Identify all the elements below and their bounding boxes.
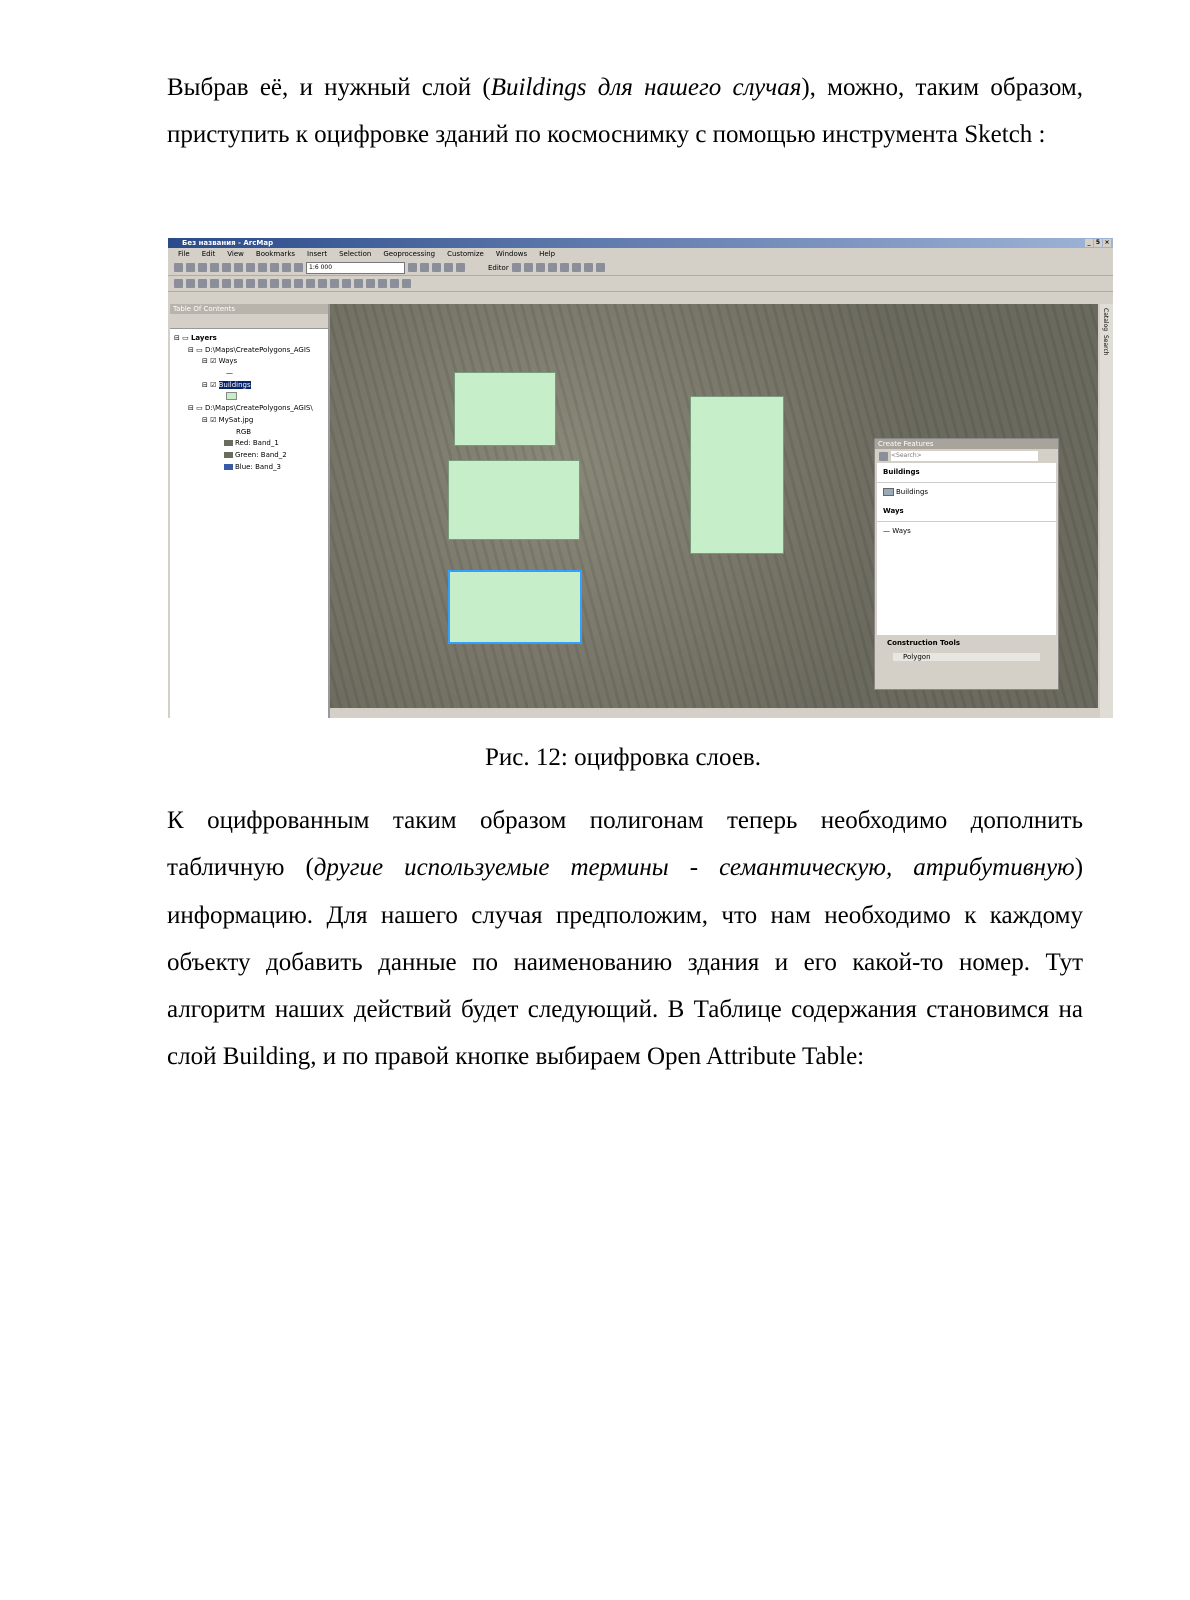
menu-bookmarks[interactable]: Bookmarks xyxy=(255,250,296,258)
search-icon[interactable] xyxy=(444,263,453,272)
create-features-icon[interactable] xyxy=(596,263,605,272)
paste-icon[interactable] xyxy=(246,263,255,272)
paragraph-attributes xyxy=(167,797,1083,1081)
construction-tools-header: Construction Tools xyxy=(887,639,961,647)
text: Выбрав её, и нужный слой ( xyxy=(167,74,491,101)
template-label: Ways xyxy=(892,527,911,535)
menu-bar xyxy=(168,248,1113,260)
clear-selection-icon[interactable] xyxy=(282,279,291,288)
save-icon[interactable] xyxy=(198,263,207,272)
tool-label: Polygon xyxy=(903,653,931,661)
sketch-icon[interactable] xyxy=(524,263,533,272)
building-polygon[interactable] xyxy=(690,396,784,554)
find-route-icon[interactable] xyxy=(366,279,375,288)
template-search-input[interactable]: <Search> xyxy=(891,451,1038,461)
buildings-symbol xyxy=(170,391,328,403)
menu-geoprocessing[interactable]: Geoprocessing xyxy=(383,250,436,258)
maximize-button[interactable]: 5 xyxy=(1095,239,1101,246)
zoom-in-icon[interactable] xyxy=(174,279,183,288)
zoom-out-icon[interactable] xyxy=(186,279,195,288)
italic-text: другие используемые термины - семантическую, атрибутивную xyxy=(313,854,1075,882)
template-group-buildings: Buildings xyxy=(877,463,1056,483)
building-polygon[interactable] xyxy=(448,460,580,540)
edit-tool-icon[interactable] xyxy=(512,263,521,272)
fixed-zoom-out-icon[interactable] xyxy=(234,279,243,288)
toc-title: Table Of Contents xyxy=(170,304,328,314)
scale-input[interactable]: 1:6 000 xyxy=(306,262,405,274)
figure-caption: Рис. 12: оцифровка слоев. xyxy=(485,744,761,771)
title-bar xyxy=(168,238,1113,248)
close-button[interactable]: × xyxy=(1104,239,1110,246)
menu-edit[interactable]: Edit xyxy=(201,250,216,258)
fixed-zoom-in-icon[interactable] xyxy=(222,279,231,288)
layer-ways[interactable]: ⊟ ☑ Ways xyxy=(202,357,238,366)
menu-selection[interactable]: Selection xyxy=(339,250,372,258)
text: К оцифрованным таким образом полигонам теперь необходимо дополнить табличную ( xyxy=(167,807,1083,882)
minimize-button[interactable]: _ xyxy=(1085,239,1093,247)
time-slider-icon[interactable] xyxy=(390,279,399,288)
band-red xyxy=(170,438,328,450)
arcmap-screenshot xyxy=(168,238,1113,718)
text: ), можно, таким образом, приступить к оцифровке зданий по космоснимку с помощью инструмента Sketch : xyxy=(167,74,1083,149)
window-title: Без названия - ArcMap xyxy=(182,239,274,247)
back-icon[interactable] xyxy=(246,279,255,288)
menu-help[interactable]: Help xyxy=(539,250,556,258)
tab-catalog[interactable]: Catalog xyxy=(1102,308,1109,332)
tree-group1[interactable]: ⊟ ▭ D:\Maps\CreatePolygons_AGIS xyxy=(188,345,311,354)
band-label: Red: Band_1 xyxy=(235,439,279,448)
tool-polygon[interactable] xyxy=(893,653,1040,661)
print-icon[interactable] xyxy=(210,263,219,272)
split-icon[interactable] xyxy=(548,263,557,272)
forward-icon[interactable] xyxy=(258,279,267,288)
measure-icon[interactable] xyxy=(342,279,351,288)
layers-label: Layers xyxy=(190,334,217,342)
full-extent-icon[interactable] xyxy=(210,279,219,288)
layer-label: Buildings xyxy=(218,380,251,389)
band-blue xyxy=(170,462,328,474)
text: ) информацию. Для нашего случая предположим, что нам необходимо к каждому объекту добавить данные по наименованию здания и его какой-то номер. Тут алгоритм наших действий будет следующий. В Таблице содержания становимся на слой Building, и по правой кнопке выбираем Open Attribute Table: xyxy=(167,854,1084,1071)
group-label: D:\Maps\CreatePolygons_AGIS xyxy=(204,345,311,354)
side-tabs xyxy=(1100,304,1113,718)
toc-icon[interactable] xyxy=(420,263,429,272)
status-bar xyxy=(330,708,1098,718)
open-icon[interactable] xyxy=(186,263,195,272)
layer-buildings[interactable]: ⊟ ☑ Buildings xyxy=(202,380,251,389)
delete-icon[interactable] xyxy=(258,263,267,272)
italic-text: Buildings для нашего случая xyxy=(490,74,802,101)
menu-view[interactable]: View xyxy=(227,250,244,258)
toc-toolbar xyxy=(170,314,328,329)
tab-search[interactable]: Search xyxy=(1102,335,1109,356)
attributes-icon[interactable] xyxy=(572,263,581,272)
viewer-icon[interactable] xyxy=(402,279,411,288)
group-label: D:\Maps\CreatePolygons_AGIS\ xyxy=(204,404,313,413)
template-ways[interactable]: — Ways xyxy=(883,527,911,535)
find-icon[interactable] xyxy=(354,279,363,288)
cut-icon[interactable] xyxy=(222,263,231,272)
html-popup-icon[interactable] xyxy=(330,279,339,288)
layer-label: MySat.jpg xyxy=(218,415,254,424)
copy-icon[interactable] xyxy=(234,263,243,272)
catalog-icon[interactable] xyxy=(432,263,441,272)
select-elements-icon[interactable] xyxy=(294,279,303,288)
paragraph-intro xyxy=(167,64,1083,159)
menu-insert[interactable]: Insert xyxy=(307,250,328,258)
template-buildings[interactable] xyxy=(877,483,1056,502)
organize-templates-icon[interactable] xyxy=(879,452,888,461)
undo-icon[interactable] xyxy=(270,263,279,272)
hyperlink-icon[interactable] xyxy=(318,279,327,288)
go-to-xy-icon[interactable] xyxy=(378,279,387,288)
band-label: Blue: Band_3 xyxy=(235,462,281,471)
template-label: Buildings xyxy=(896,488,929,496)
menu-customize[interactable]: Customize xyxy=(447,250,484,258)
table-of-contents xyxy=(170,304,330,718)
layer-raster[interactable]: ⊟ ☑ MySat.jpg xyxy=(202,415,254,424)
band-label: Green: Band_2 xyxy=(235,450,287,459)
menu-windows[interactable]: Windows xyxy=(495,250,528,258)
band-green xyxy=(170,450,328,462)
create-features-window xyxy=(874,438,1059,690)
select-features-icon[interactable] xyxy=(270,279,279,288)
editor-toolbar-icon[interactable] xyxy=(408,263,417,272)
add-data-icon[interactable] xyxy=(294,263,303,272)
template-group-ways: Ways xyxy=(877,502,1056,522)
rgb-label: RGB xyxy=(236,427,252,436)
create-features-title: Create Features xyxy=(875,439,1058,449)
tree-layers[interactable]: ⊟ ▭ Layers xyxy=(174,334,217,342)
standard-toolbar xyxy=(168,260,1113,276)
rotate-icon[interactable] xyxy=(560,263,569,272)
menu-file[interactable]: File xyxy=(178,250,190,258)
tools-toolbar xyxy=(168,276,1113,292)
pan-icon[interactable] xyxy=(198,279,207,288)
sketch-properties-icon[interactable] xyxy=(584,263,593,272)
redo-icon[interactable] xyxy=(282,263,291,272)
building-polygon-selected[interactable] xyxy=(448,570,582,644)
arctoolbox-icon[interactable] xyxy=(456,263,465,272)
tree-group2[interactable]: ⊟ ▭ D:\Maps\CreatePolygons_AGIS\ xyxy=(188,404,313,413)
new-icon[interactable] xyxy=(174,263,183,272)
straight-segment-icon[interactable] xyxy=(536,263,545,272)
layer-label: Ways xyxy=(218,357,238,366)
editor-menu[interactable]: Editor xyxy=(488,263,509,272)
ways-symbol: — xyxy=(226,369,233,378)
building-polygon[interactable] xyxy=(454,372,556,446)
identify-icon[interactable] xyxy=(306,279,315,288)
